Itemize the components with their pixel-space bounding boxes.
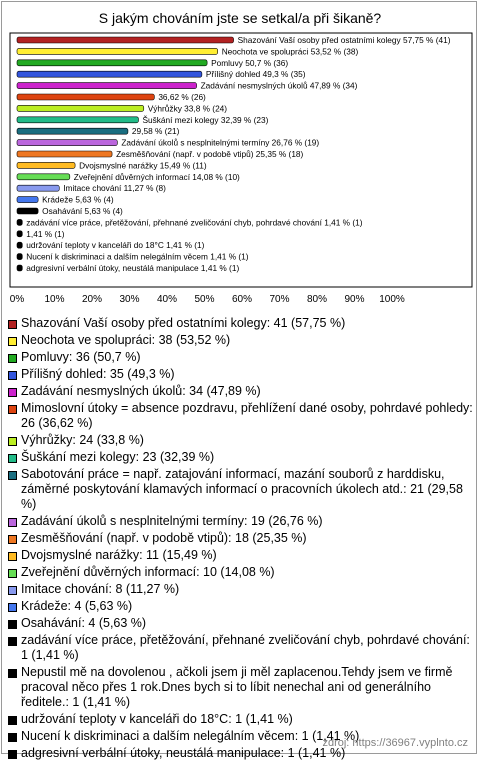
- legend-label: Neochota ve spolupráci: 38 (53,52 %): [21, 333, 474, 348]
- legend-item: [8, 599, 474, 614]
- legend-swatch: [8, 405, 17, 414]
- x-tick-label: 80%: [307, 294, 327, 305]
- bar-4: [17, 71, 202, 77]
- legend-swatch: [8, 637, 17, 646]
- legend-swatch: [8, 437, 17, 446]
- legend-item: [8, 665, 474, 710]
- legend-label: Zadávání úkolů s nesplnitelnými termíny: 19 (26,76 %): [21, 514, 474, 529]
- legend-label: Zveřejnění důvěrných informací: 10 (14,08 %): [21, 565, 474, 580]
- x-tick-label: 50%: [194, 294, 214, 305]
- legend-item: [8, 616, 474, 631]
- legend-label: Nepustil mě na dovolenou , ačkoli jsem ji měl zaplacenou.Tehdy jsem ve firmě pracoval něco přes 1 rok.Dnes bych si to líbit nenechal ani od generálního ředitele.: 1 (1,41 %): [21, 665, 474, 710]
- x-tick-label: 0%: [10, 294, 25, 305]
- x-tick-label: 20%: [82, 294, 102, 305]
- bar-label-4: Přílišný dohled 49,3 % (35): [206, 69, 306, 79]
- bar-label-21: adgresivní verbální útoky, neustálá manipulace 1,41 % (1): [26, 263, 239, 273]
- legend-label: Šuškání mezi kolegy: 23 (32,39 %): [21, 450, 474, 465]
- bar-label-11: Zesměšňování (např. v podobě vtipů) 25,35 % (18): [116, 149, 303, 159]
- legend-label: Výhrůžky: 24 (33,8 %): [21, 433, 474, 448]
- bar-14: [17, 185, 59, 191]
- x-tick-label: 90%: [344, 294, 364, 305]
- bar-19: [17, 242, 22, 248]
- bar-11: [17, 151, 112, 157]
- bar-label-9: 29,58 % (21): [132, 126, 180, 136]
- x-tick-label: 100%: [379, 294, 405, 305]
- legend-item: [8, 467, 474, 512]
- legend-swatch: [8, 669, 17, 678]
- legend-label: Dvojsmyslné narážky: 11 (15,49 %): [21, 548, 474, 563]
- legend-label: udržování teploty v kanceláři do 18°C: 1 (1,41 %): [21, 712, 474, 727]
- legend-swatch: [8, 454, 17, 463]
- legend-label: zadávání více práce, přetěžování, přehnané zveličování chyb, pohrdavé chování: 1 (1,41 %): [21, 633, 474, 663]
- bar-label-20: Nucení k diskriminaci a dalším nelegálním věcem 1,41 % (1): [26, 252, 248, 262]
- bar-label-3: Pomluvy 50,7 % (36): [211, 58, 288, 68]
- legend-label: Mimoslovní útoky = absence pozdravu, přehlížení dané osoby, pohrdavé pohledy: 26 (36,62 %): [21, 401, 474, 431]
- legend-swatch: [8, 320, 17, 329]
- bar-12: [17, 162, 75, 168]
- legend-swatch: [8, 388, 17, 397]
- bar-9: [17, 128, 128, 134]
- bar-label-8: Šuškání mezi kolegy 32,39 % (23): [142, 115, 268, 125]
- legend-label: Imitace chování: 8 (11,27 %): [21, 582, 474, 597]
- bar-label-13: Zveřejnění důvěrných informací 14,08 % (10): [74, 172, 240, 182]
- legend-item: [8, 565, 474, 580]
- bar-20: [17, 254, 22, 260]
- source-note: zdroj: https://36967.vyplnto.cz: [322, 737, 468, 749]
- legend-swatch: [8, 569, 17, 578]
- legend-swatch: [8, 750, 17, 759]
- bar-label-5: Zadávání nesmyslných úkolů 47,89 % (34): [201, 81, 358, 91]
- bar-8: [17, 117, 138, 123]
- legend: [8, 316, 474, 763]
- legend-item: [8, 384, 474, 399]
- bar-16: [17, 208, 38, 214]
- bar-label-10: Zadávání úkolů s nesplnitelnými termíny 26,76 % (19): [121, 138, 319, 148]
- legend-label: Zesměšňování (např. v podobě vtipů): 18 (25,35 %): [21, 531, 474, 546]
- legend-swatch: [8, 586, 17, 595]
- legend-swatch: [8, 620, 17, 629]
- legend-swatch: [8, 354, 17, 363]
- bar-chart: [0, 0, 480, 310]
- bar-18: [17, 231, 22, 237]
- x-tick-label: 70%: [269, 294, 289, 305]
- legend-swatch: [8, 733, 17, 742]
- bar-label-2: Neochota ve spolupráci 53,52 % (38): [222, 46, 359, 56]
- bar-21: [17, 265, 22, 271]
- legend-label: Pomluvy: 36 (50,7 %): [21, 350, 474, 365]
- bar-17: [17, 219, 22, 225]
- ticks-layer: [10, 294, 405, 305]
- legend-label: Nucení k diskriminaci a dalším nelegálním věcem: 1 (1,41 %): [21, 729, 474, 744]
- bar-label-16: Osahávání 5,63 % (4): [42, 206, 123, 216]
- bar-label-7: Výhrůžky 33,8 % (24): [148, 103, 228, 113]
- legend-item: [8, 333, 474, 348]
- legend-label: Osahávání: 4 (5,63 %): [21, 616, 474, 631]
- x-tick-label: 30%: [119, 294, 139, 305]
- bar-label-15: Krádeže 5,63 % (4): [42, 195, 114, 205]
- legend-item: [8, 350, 474, 365]
- bar-label-6: 36,62 % (26): [158, 92, 206, 102]
- legend-item: [8, 401, 474, 431]
- legend-swatch: [8, 603, 17, 612]
- bar-13: [17, 174, 70, 180]
- legend-item: [8, 433, 474, 448]
- x-tick-label: 60%: [232, 294, 252, 305]
- legend-label: Sabotování práce = např. zatajování informací, mazání souborů z harddisku, záměrné poskytování klamavých informací o pracovních úkolech atd.: 21 (29,58 %): [21, 467, 474, 512]
- legend-label: adgresivní verbální útoky, neustálá manipulace: 1 (1,41 %): [21, 746, 474, 761]
- legend-item: [8, 531, 474, 546]
- x-tick-label: 40%: [157, 294, 177, 305]
- legend-item: [8, 514, 474, 529]
- bar-1: [17, 37, 234, 43]
- bar-3: [17, 60, 207, 66]
- bar-15: [17, 197, 38, 203]
- bar-7: [17, 105, 144, 111]
- chart-title: S jakým chováním jste se setkal/a při šikaně?: [0, 10, 480, 26]
- legend-label: Přílišný dohled: 35 (49,3 %): [21, 367, 474, 382]
- legend-item: [8, 316, 474, 331]
- legend-label: Shazování Vaší osoby před ostatními kolegy: 41 (57,75 %): [21, 316, 474, 331]
- bar-5: [17, 83, 197, 89]
- legend-swatch: [8, 371, 17, 380]
- legend-item: [8, 367, 474, 382]
- bar-label-12: Dvojsmyslné narážky 15,49 % (11): [79, 160, 207, 170]
- x-tick-label: 10%: [44, 294, 64, 305]
- bar-10: [17, 140, 117, 146]
- legend-swatch: [8, 552, 17, 561]
- bar-6: [17, 94, 154, 100]
- bar-2: [17, 48, 218, 54]
- legend-item: [8, 548, 474, 563]
- legend-swatch: [8, 716, 17, 725]
- bar-label-18: 1,41 % (1): [26, 229, 65, 239]
- legend-swatch: [8, 535, 17, 544]
- legend-label: Zadávání nesmyslných úkolů: 34 (47,89 %): [21, 384, 474, 399]
- legend-swatch: [8, 337, 17, 346]
- bar-label-17: zadávání více práce, přetěžování, přehnané zveličování chyb, pohrdavé chování 1,41 % (1): [26, 217, 362, 227]
- bar-label-1: Shazování Vaší osoby před ostatními kolegy 57,75 % (41): [238, 35, 451, 45]
- legend-item: [8, 450, 474, 465]
- legend-item: [8, 633, 474, 663]
- legend-swatch: [8, 471, 17, 480]
- legend-swatch: [8, 518, 17, 527]
- bar-label-14: Imitace chování 11,27 % (8): [63, 183, 166, 193]
- bar-label-19: udržování teploty v kanceláři do 18°C 1,41 % (1): [26, 240, 204, 250]
- legend-label: Krádeže: 4 (5,63 %): [21, 599, 474, 614]
- legend-item: [8, 582, 474, 597]
- legend-item: [8, 712, 474, 727]
